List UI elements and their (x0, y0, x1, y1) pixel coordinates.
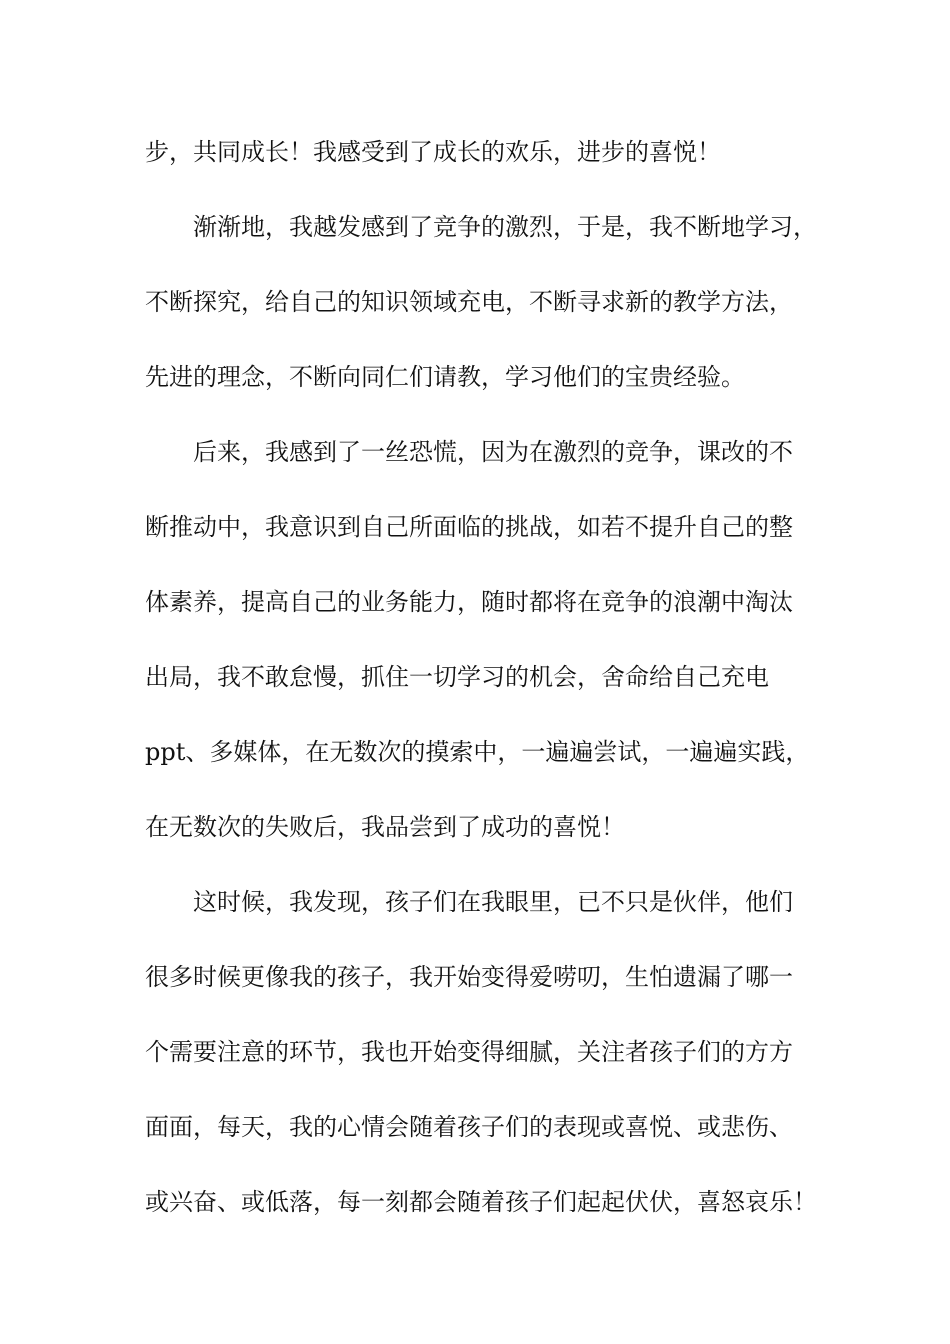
text-line: 或兴奋、或低落，每一刻都会随着孩子们起起伏伏，喜怒哀乐！ (145, 1188, 817, 1216)
paragraph-first-line: 后来，我感到了一丝恐慌，因为在激烈的竞争，课改的不 (193, 438, 793, 466)
paragraph-first-line: 渐渐地，我越发感到了竞争的激烈，于是，我不断地学习， (193, 213, 817, 241)
text-line: 很多时候更像我的孩子，我开始变得爱唠叨，生怕遗漏了哪一 (145, 963, 793, 991)
text-line: 不断探究，给自己的知识领域充电，不断寻求新的教学方法， (145, 288, 793, 316)
body-text (145, 127, 817, 1252)
text-line: 出局，我不敢怠慢，抓住一切学习的机会，舍命给自己充电 (145, 663, 769, 691)
text-line: 在无数次的失败后，我品尝到了成功的喜悦！ (145, 813, 625, 841)
text-line: 体素养，提高自己的业务能力，随时都将在竞争的浪潮中淘汰 (145, 588, 793, 616)
text-line: 面面，每天，我的心情会随着孩子们的表现或喜悦、或悲伤、 (145, 1113, 793, 1141)
text-line: 断推动中，我意识到自己所面临的挑战，如若不提升自己的整 (145, 513, 793, 541)
text-line: ppt、多媒体，在无数次的摸索中，一遍遍尝试，一遍遍实践， (145, 738, 810, 766)
text-line: 步，共同成长！我感受到了成长的欢乐，进步的喜悦！ (145, 138, 721, 166)
text-line: 个需要注意的环节，我也开始变得细腻，关注者孩子们的方方 (145, 1038, 793, 1066)
text-line: 先进的理念，不断向同仁们请教，学习他们的宝贵经验。 (145, 363, 745, 391)
paragraph-first-line: 这时候，我发现，孩子们在我眼里，已不只是伙伴，他们 (193, 888, 793, 916)
